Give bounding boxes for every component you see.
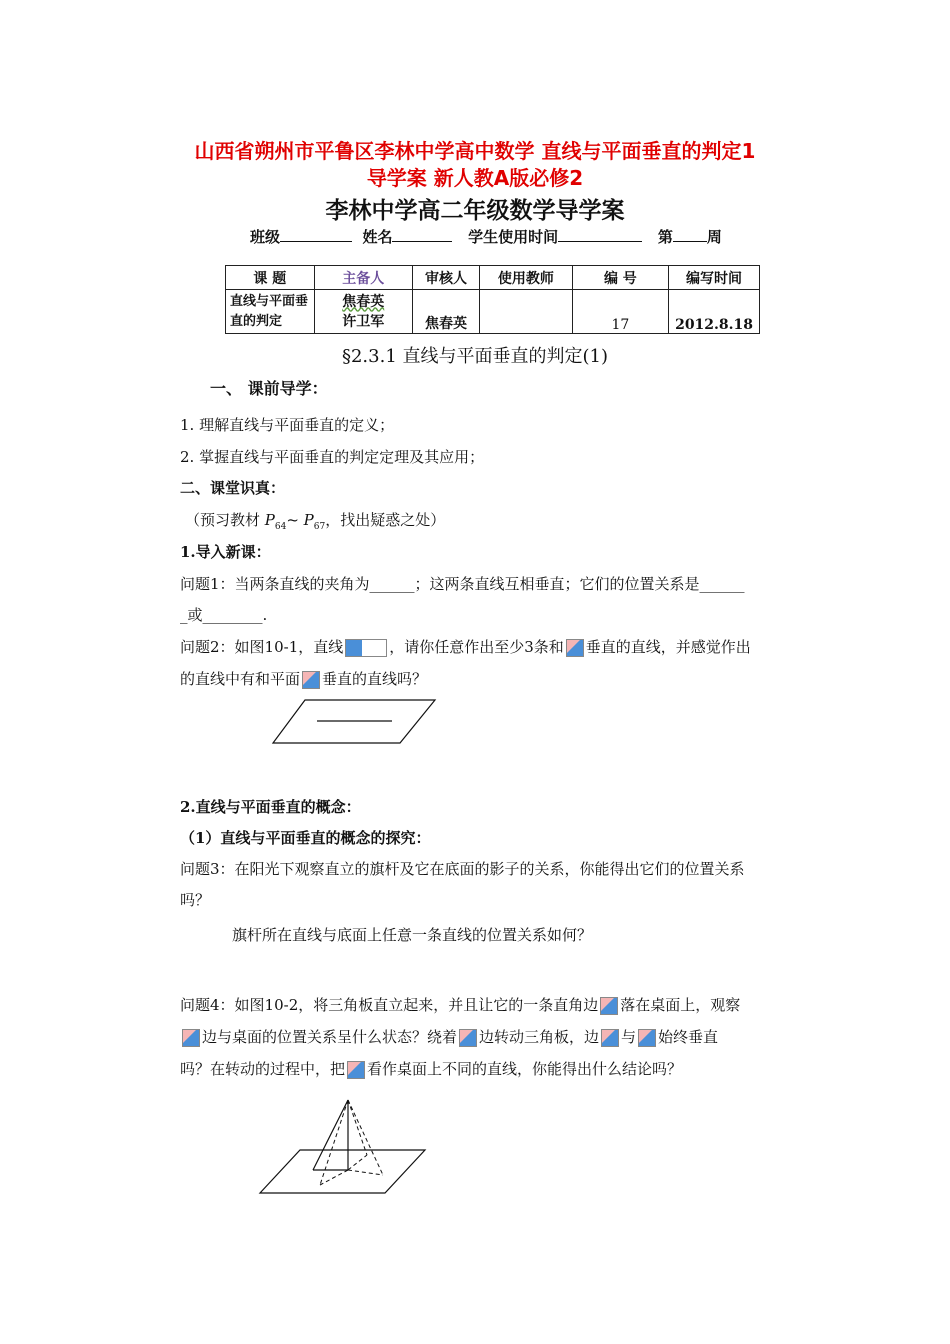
triangle-hypotenuse (313, 1100, 348, 1170)
preview-suffix: ，找出疑惑之处） (325, 511, 446, 529)
question-3-line1: 问题3：在阳光下观察直立的旗杆及它在底面的影子的关系，你能得出它们的位置关系 (180, 860, 745, 878)
dashed-edge (348, 1100, 383, 1175)
q4-text-b2: 边转动三角板，边 (479, 1028, 600, 1046)
table-plane (260, 1150, 425, 1193)
dashed-edge (320, 1100, 348, 1185)
header-date: 编写时间 (669, 266, 760, 290)
student-info-line (250, 226, 722, 247)
preview-page-start: 64 (274, 522, 287, 532)
class-label: 班级 (250, 228, 281, 246)
question-4-line2 (180, 1022, 820, 1053)
question-4-line1 (180, 990, 820, 1021)
preparer-2: 许卫军 (342, 313, 385, 330)
preview-prefix: （预习教材 (185, 511, 265, 529)
preparer-1: 焦春英 (342, 293, 385, 310)
question-1-line1: 问题1：当两条直线的夹角为______；这两条直线互相垂直；它们的位置关系是______ (180, 575, 745, 593)
question-3-line3: 旗杆所在直线与底面上任意一条直线的位置关系如何？ (232, 926, 593, 944)
header-teacher: 使用教师 (480, 266, 572, 290)
preview-p2: P (303, 511, 314, 529)
q4-text-c2: 看作桌面上不同的直线，你能得出什么结论吗？ (367, 1060, 683, 1078)
time-blank (558, 227, 642, 242)
concept-subheading: （1）直线与平面垂直的概念的探究： (180, 829, 431, 847)
document-title (150, 138, 800, 192)
question-2-line1 (180, 632, 820, 663)
q4-text-c1: 吗？在转动的过程中，把 (180, 1060, 346, 1078)
dashed-edge (348, 1170, 383, 1175)
header-reviewer: 审核人 (412, 266, 479, 290)
concept-heading: 2.直线与平面垂直的概念： (180, 798, 361, 816)
question-1-line2: _或________. (180, 606, 268, 624)
plane-image-icon (302, 671, 320, 689)
dashed-edge (348, 1100, 367, 1155)
line-image-icon (566, 639, 584, 657)
date-cell: 2012.8.18 (669, 290, 760, 334)
preview-page-end: 67 (313, 522, 326, 532)
q4-text-a1: 问题4：如图10-2，将三角板直立起来，并且让它的一条直角边 (180, 996, 599, 1014)
header-preparer: 主备人 (314, 266, 412, 290)
edge-image-icon (347, 1061, 365, 1079)
teacher-cell (480, 290, 572, 334)
figure-10-1 (265, 695, 445, 750)
topic-cell: 直线与平面垂直的判定 (226, 290, 315, 334)
header-number: 编 号 (572, 266, 668, 290)
goal-1: 1. 理解直线与平面垂直的定义； (180, 416, 395, 434)
question-3-line2: 吗？ (180, 891, 211, 909)
class-blank (280, 227, 352, 242)
section-title: §2.3.1 直线与平面垂直的判定(1) (341, 346, 609, 367)
preview-tilde: ~ (286, 511, 304, 529)
q2-text-a1: 问题2：如图10-1，直线 (180, 638, 344, 656)
time-label: 学生使用时间 (468, 228, 559, 246)
q4-text-a2: 落在桌面上，观察 (620, 996, 741, 1014)
preview-p1: P (264, 511, 275, 529)
document-title-line2: 导学案 新人教A版必修2 (366, 166, 584, 190)
q2-text-b2: 垂直的直线吗？ (322, 670, 428, 688)
edge-image-icon (182, 1029, 200, 1047)
part2-heading: 二、课堂识真： (180, 479, 286, 497)
q4-text-b3: 与 (621, 1028, 637, 1046)
edge-image-icon (459, 1029, 477, 1047)
question-4-line3 (180, 1054, 820, 1085)
intro-heading: 1.导入新课： (180, 543, 271, 561)
line-image-icon (345, 639, 387, 657)
edge-image-icon (638, 1029, 656, 1047)
dashed-edge (320, 1170, 348, 1185)
part1-heading: 一、 课前导学： (210, 379, 328, 398)
q2-text-a3: 垂直的直线，并感觉作出 (585, 638, 751, 656)
name-label: 姓名 (362, 228, 393, 246)
question-2-line2 (180, 664, 820, 695)
info-table (225, 265, 760, 334)
q4-text-b1: 边与桌面的位置关系呈什么状态？绕着 (202, 1028, 458, 1046)
week-prefix: 第 (657, 228, 673, 246)
goal-2: 2. 掌握直线与平面垂直的判定定理及其应用； (180, 448, 485, 466)
dashed-edge (348, 1155, 367, 1170)
edge-image-icon (601, 1029, 619, 1047)
name-blank (392, 227, 452, 242)
week-suffix: 周 (706, 228, 722, 246)
figure-10-2 (255, 1095, 430, 1200)
q4-text-b4: 始终垂直 (658, 1028, 719, 1046)
header-topic: 课 题 (226, 266, 315, 290)
reviewer-cell: 焦春英 (412, 290, 479, 334)
school-title: 李林中学高二年级数学导学案 (325, 197, 625, 224)
q2-text-b1: 的直线中有和平面 (180, 670, 301, 688)
document-title-line1: 山西省朔州市平鲁区李林中学高中数学 直线与平面垂直的判定1 (194, 139, 756, 163)
week-blank (673, 227, 707, 242)
number-cell: 17 (572, 290, 668, 334)
preparer-cell (314, 290, 412, 334)
q2-text-a2: ，请你任意作出至少3条和 (389, 638, 564, 656)
edge-image-icon (600, 997, 618, 1015)
